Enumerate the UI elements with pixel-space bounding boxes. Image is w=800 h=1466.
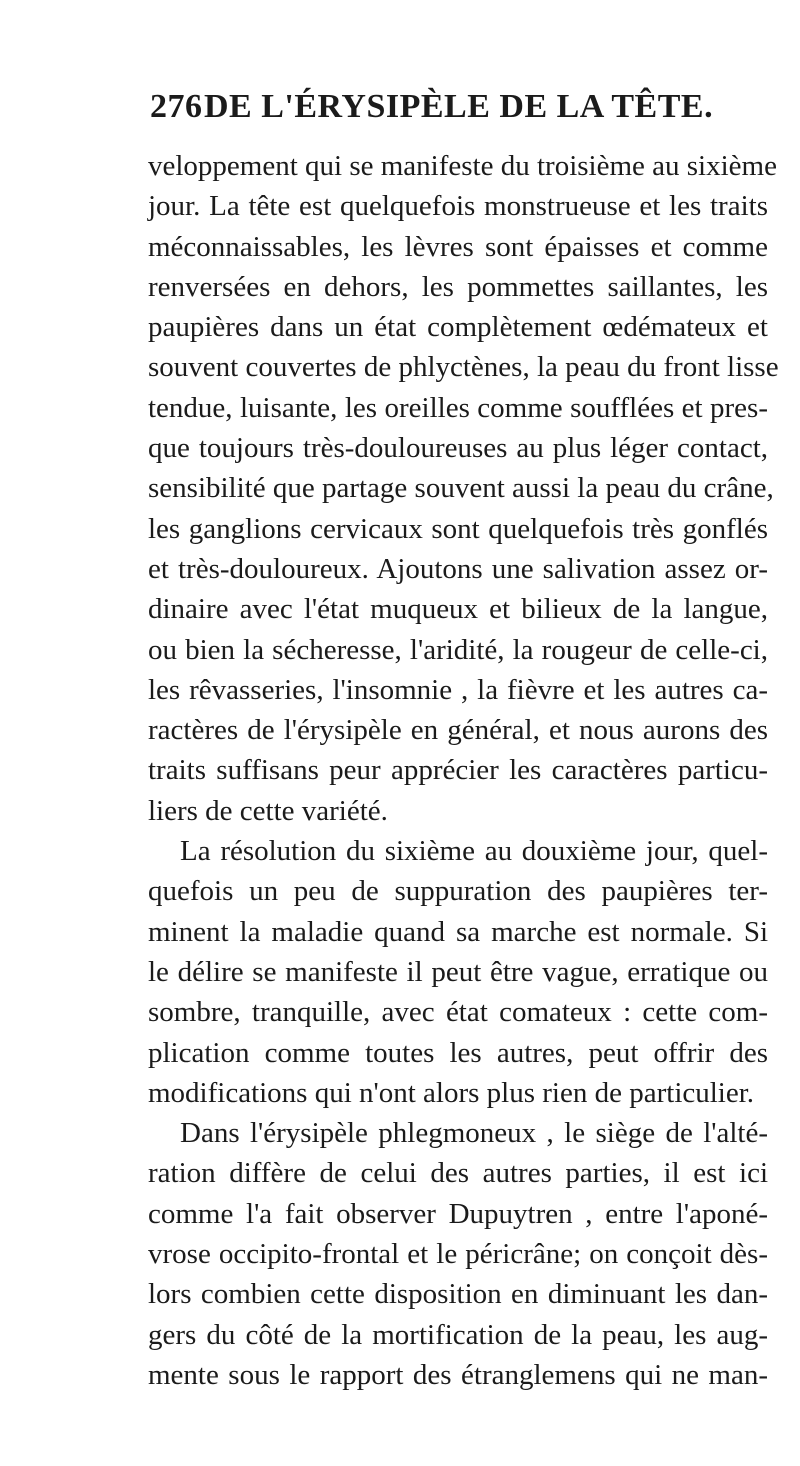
text-line: minent la maladie quand sa marche est normale. Si [148,915,768,948]
text-line: renversées en dehors, les pommettes saillantes, les [148,270,768,303]
text-line: traits suffisans peur apprécier les caractères particu- [148,754,768,787]
text-line: et très-douloureux. Ajoutons une salivation assez or- [148,552,768,585]
text-line: que toujours très-douloureuses au plus léger contact, [148,432,768,465]
text-line: quefois un peu de suppuration des paupières ter- [148,875,768,908]
text-line: souvent couvertes de phlyctènes, la peau du front lisse [148,351,779,384]
text-line: dinaire avec l'état muqueux et bilieux de la langue, [148,593,768,626]
text-line: vrose occipito-frontal et le péricrâne; on conçoit dès- [148,1238,768,1271]
text-line: lors combien cette disposition en diminuant les dan- [148,1278,768,1311]
text-line: plication comme toutes les autres, peut offrir des [148,1036,768,1069]
text-line: mente sous le rapport des étranglemens qui ne man- [148,1358,768,1391]
text-line: ration diffère de celui des autres parties, il est ici [148,1157,768,1190]
page-header [150,88,750,132]
text-line: sensibilité que partage souvent aussi la peau du crâne, [148,472,774,505]
text-line: gers du côté de la mortification de la peau, les aug- [148,1318,768,1351]
text-line: les rêvasseries, l'insomnie , la fièvre et les autres ca- [148,673,768,706]
text-line: ractères de l'érysipèle en général, et nous aurons des [148,714,768,747]
running-title: DE L'ÉRYSIPÈLE DE LA TÊTE. [204,88,714,125]
text-line: paupières dans un état complètement œdémateux et [148,311,768,344]
text-line: sombre, tranquille, avec état comateux : cette com- [148,996,768,1029]
text-line: méconnaissables, les lèvres sont épaisses et comme [148,230,768,263]
body-text [148,146,779,1395]
text-line: ou bien la sécheresse, l'aridité, la rougeur de celle-ci, [148,633,768,666]
text-line: comme l'a fait observer Dupuytren , entre l'aponé- [148,1197,768,1230]
page-number: 276 [150,88,203,125]
text-line: jour. La tête est quelquefois monstrueuse et les traits [148,190,768,223]
paragraph-start-line: Dans l'érysipèle phlegmoneux , le siège de l'alté- [180,1117,768,1150]
text-line: tendue, luisante, les oreilles comme soufflées et pres- [148,391,768,424]
text-line: le délire se manifeste il peut être vague, erratique ou [148,955,768,988]
text-line: les ganglions cervicaux sont quelquefois très gonflés [148,512,768,545]
text-line: liers de cette variété. [148,794,388,827]
paragraph-start-line: La résolution du sixième au douxième jour, quel- [180,835,768,868]
text-line: modifications qui n'ont alors plus rien de particulier. [148,1076,755,1109]
text-line: veloppement qui se manifeste du troisième au sixième [148,150,777,182]
